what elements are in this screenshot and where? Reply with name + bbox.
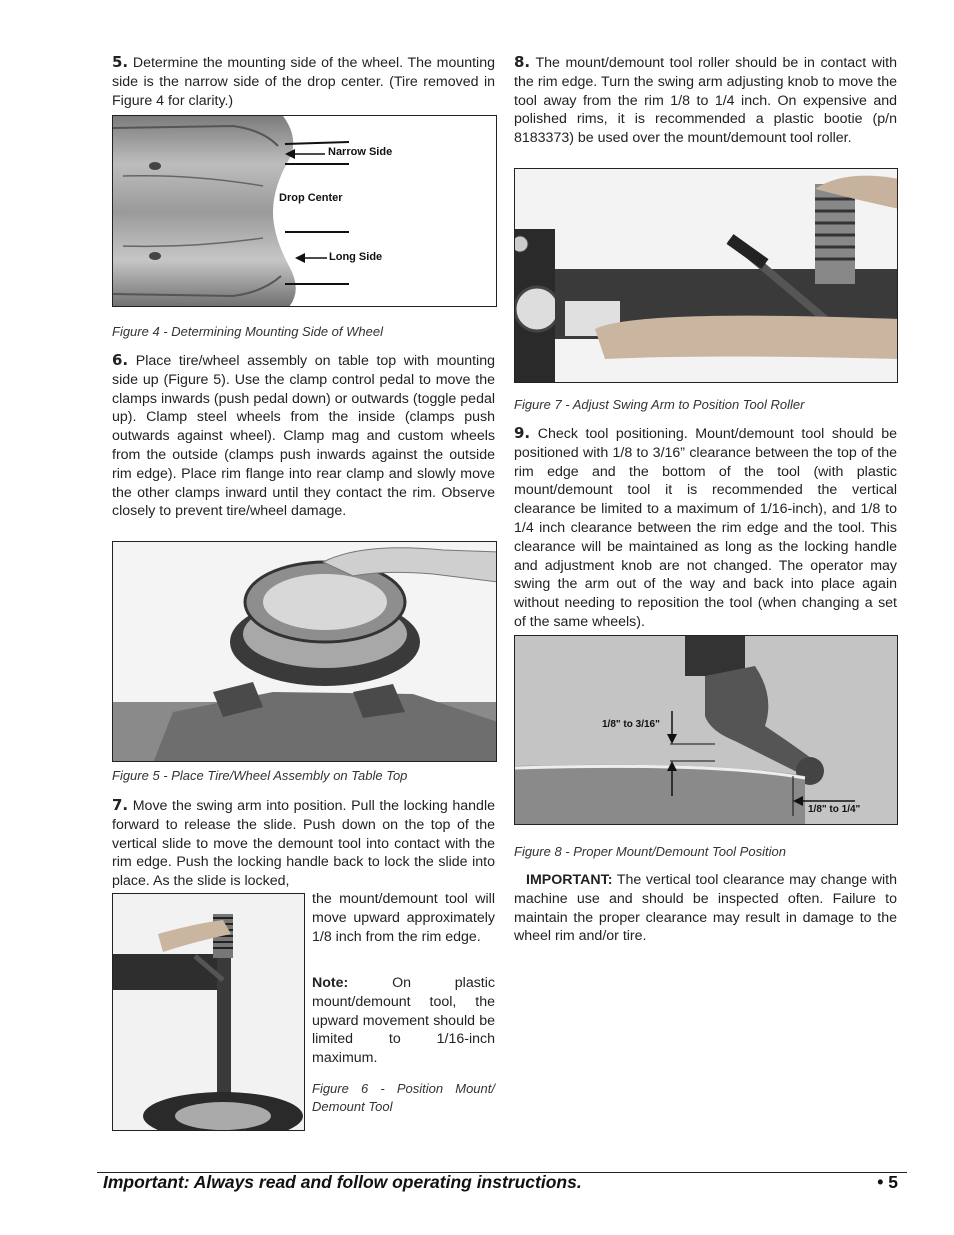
step-9 <box>514 424 897 632</box>
step-text: The mount/demount tool roller should be in contact with the rim edge. Turn the swing arm adjusting knob to move the tool away from the rim 1/8 to 1/4 inch. On expensive and polished rims, it is recommended a plastic bootie (p/n 8183373) be used over the mount/demount tool roller. <box>514 55 898 147</box>
footer-text: Important: Always read and follow operating instructions. <box>103 1172 582 1192</box>
step-text: Place tire/wheel assembly on table top with mounting side up (Figure 5). Use the clamp control pedal to move the clamps inwards (push pedal down) or outwards (toggle pedal up). Clamp steel wheels from the inside (clamps push outwards against wheel). Clamp mag and custom wheels from the outside (clamps push inwards against the outside rim edge). Place rim flange into rear clamp and slowly move the other clamps inward until they contact the rim. Observe closely to prevent tire/wheel damage. <box>112 353 495 520</box>
step-7 <box>112 796 495 891</box>
figure-5-photo <box>112 541 497 762</box>
step-number: 8. <box>514 53 531 71</box>
step-6 <box>112 351 495 521</box>
step-text: Determine the mounting side of the wheel. The mounting side is the narrow side of the drop center. (Tire removed in Figure 4 for clarity.) <box>112 55 495 109</box>
figure-6-caption: Figure 6 - Position Mount/ Demount Tool <box>312 1081 495 1114</box>
long-side-label: Long Side <box>329 251 383 263</box>
note-text: On plastic mount/demount tool, the upward movement should be limited to 1/16-inch maximum. <box>312 975 495 1067</box>
step-number: 7. <box>112 796 129 814</box>
figure-6-photo <box>112 893 305 1131</box>
step-5 <box>112 53 495 110</box>
step-number: 5. <box>112 53 129 71</box>
important-paragraph <box>514 871 897 946</box>
step-7-continued: the mount/demount tool will move upward approximately 1/8 inch from the rim edge. <box>312 891 495 945</box>
step-text: Check tool positioning. Mount/demount tool should be positioned with 1/8 to 3/16” clearance between the top of the rim edge and the bottom of the tool (with plastic mount/demount tool it is recommended the vertical clearance be limited to a maximum of 1/16-inch), and 1/8 to 1/4 inch clearance between the rim edge and the tool. This clearance will be maintained as long as the locking handle and adjustment knob are not changed. The operator may swing the arm out of the way and back into place again without needing to reposition the tool (when changing a set of the same wheels). <box>514 426 897 630</box>
note-paragraph <box>312 974 495 1068</box>
swing-arm-illustration <box>113 894 305 1131</box>
important-label: IMPORTANT: <box>526 872 613 888</box>
page-number: • 5 <box>877 1172 898 1192</box>
important-text: The vertical tool clearance may change with machine use and should be inspected often. Failure to maintain the proper clearance may result in damage to the wheel rim and/or tire. <box>514 872 897 945</box>
step-number: 6. <box>112 351 129 369</box>
figure-8-photo <box>514 635 898 825</box>
figure-7-photo <box>514 168 898 383</box>
figure-7-caption: Figure 7 - Adjust Swing Arm to Position Tool Roller <box>514 397 805 412</box>
step-text: Move the swing arm into position. Pull the locking handle forward to release the slide. Push down on the top of the vertical slide to move the demount tool into contact with the rim edge. Push the locking handle back to lock the slide into place. As the slide is locked, <box>112 798 495 890</box>
figure-4-caption: Figure 4 - Determining Mounting Side of Wheel <box>112 324 383 339</box>
narrow-side-label: Narrow Side <box>328 146 393 158</box>
figure-5-caption: Figure 5 - Place Tire/Wheel Assembly on Table Top <box>112 768 408 783</box>
note-label: Note: <box>312 975 349 991</box>
figure-8-caption: Figure 8 - Proper Mount/Demount Tool Position <box>514 844 786 859</box>
drop-center-label: Drop Center <box>279 192 343 204</box>
horizontal-clearance-label: 1/8" to 1/4" <box>808 804 861 815</box>
wheel-rim-illustration <box>113 116 497 307</box>
gauge-arm-illustration <box>515 169 898 383</box>
vertical-clearance-label: 1/8" to 3/16" <box>602 719 660 730</box>
step-8 <box>514 53 897 148</box>
step-number: 9. <box>514 424 531 442</box>
tool-clearance-illustration <box>515 636 898 825</box>
tire-table-illustration <box>113 542 497 762</box>
figure-4-wheel-photo <box>112 115 497 307</box>
